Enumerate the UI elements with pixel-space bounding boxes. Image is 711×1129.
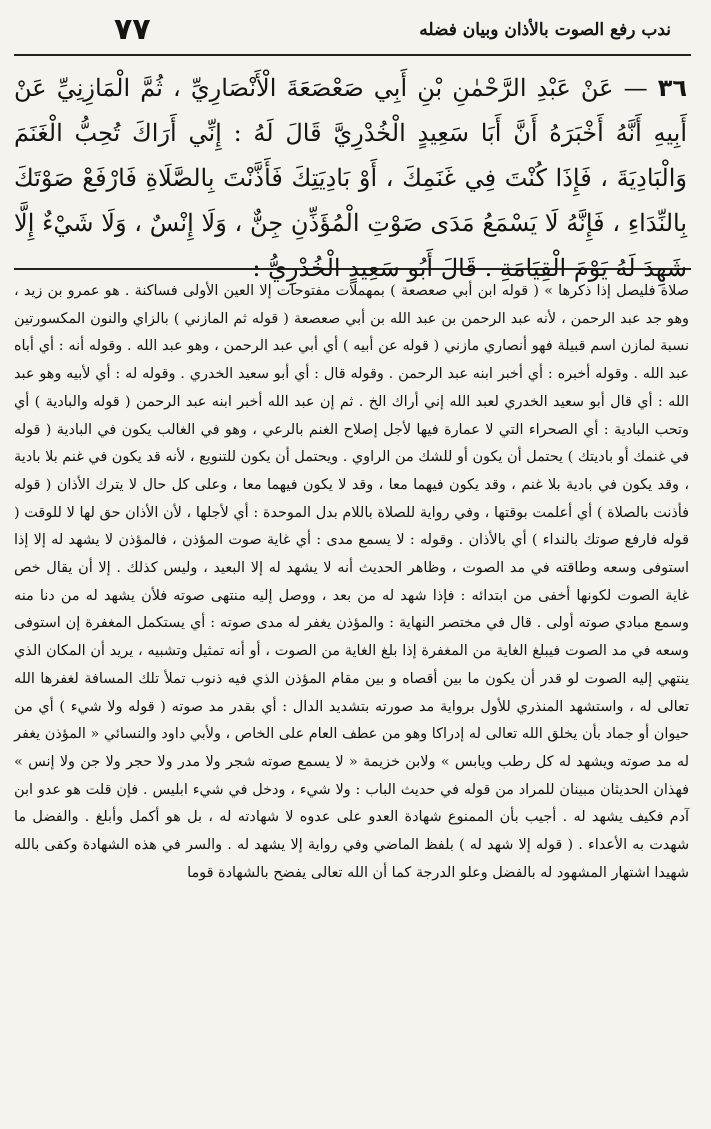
hadith-dash: — (623, 74, 648, 102)
hadith-text-block (14, 66, 691, 282)
page-number: ٧٧ (114, 12, 151, 47)
commentary-block (14, 278, 691, 1128)
commentary-body: صلاة فليصل إذا ذكرها » ( قوله ابن أبي صعصعة ) بمهملات مفتوحات إلا العين الأولى فساكنة . هو عمرو بن زيد ، وهو جد عبد الرحمن ، لأنه عبد الرحمن بن عبد الله بن أبي صعصعة ( قوله ثم المازني ) بالزاي والنون المكسورتين نسبة لمازن اسم قبيلة فهو أنصاري مازني ( قوله عن أبيه ) أي أبي عبد الرحمن ، وهو عبد الله . وقوله أنه : أي أباه عبد الله . وقوله أخبره : أي أخبر ابنه عبد الرحمن . وقوله قال : أي أبو سعيد الخدري . وقوله له : أي لأبيه وهو عبد الله : أي قال أبو سعيد الخدري لعبد الله إني أراك الخ . ثم إن عبد الله أخبر ابنه عبد الرحمن ( قوله والبادية ) أي وتحب البادية : أي الصحراء التي لا عمارة فيها لأجل إصلاح الغنم بالرعي ، وهو في الغالب يكون في البادية ( قوله في غنمك أو باديتك ) يحتمل أن يكون أو للشك من الراوي . ويحتمل أن يكون للتنويع ، لأنه قد يكون في غنم بلا بادية ، وقد يكون في بادية بلا غنم ، وقد يكون فيهما معا ، وقد لا يكون فيهما معا ، وعلى كل حال لا يترك الأذان ( قوله فأذنت بالصلاة ) أي أعلمت بوقتها ، وفي رواية للصلاة باللام بدل الموحدة : أي لأجلها ، لأن الأذان حق لها لا للوقت ( قوله فارفع صوتك بالنداء ) أي بالأذان . وقوله : لا يسمع مدى : أي غاية صوت المؤذن ، فالمؤذن لا يشهد له إلا إذا استوفى وسعه وطاقته في مد الصوت ، وظاهر الحديث أنه لا يشهد له إلا البعيد ، وليس كذلك . إلا أن يقال خص غاية الصوت لكونها أخفى من ابتدائه : فإذا شهد له من بعد ، ووصل إليه منتهى صوته فلأن يشهد له من دنا منه وسمع مبادي صوته أولى . قال في مختصر النهاية : والمؤذن يغفر له مدى صوته : أي يستكمل المغفرة إن استوفى وسعه في مد الصوت فيبلغ الغاية من المغفرة إذا بلغ الغاية من الصوت ، أو أنه تمثيل وتشبيه ، يريد أن المكان الذي ينتهي إليه الصوت لو قدر أن يكون ما بين أقصاه و بين مقام المؤذن الذي فيه ذنوب تملأ تلك المسافة لغفرها الله تعالى له ، واستشهد المنذري للأول برواية مد صورته بتشديد الدال : أي بقدر مد صوته ( قوله ولا شيء ) أي من حيوان أو جماد بأن يخلق الله تعالى له إدراكا وهو من عطف العام على الخاص ، ولأبي داود والنسائي « المؤذن يغفر له مد صوته ويشهد له كل رطب ويابس » ولابن خزيمة « لا يسمع صوته شجر ولا مدر ولا حجر ولا جن ولا إنس » فهذان الحديثان مبينان للمراد من قوله في حديث الباب : ولا شيء ، ودخل في شيء ابليس . فإن قلت هو عدو ابن آدم فكيف يشهد له . أجيب بأن الممنوع شهادة العدو على عدوه لا شهادته له ، بل هو أكمل وأبلغ . والفضل ما شهدت به الأعداء . ( قوله إلا شهد له ) بلفظ الماضي وفي رواية إلا يشهد له . والسر في هذه الشهادة وكفى بالله شهيدا اشتهار المشهود له بالفضل وعلو الدرجة كما أن الله تعالى يفضح بالشهادة قوما (14, 283, 690, 881)
page-header (14, 10, 691, 56)
hadith-number: ٣٦ (657, 74, 687, 102)
running-title: ندب رفع الصوت بالأذان وبيان فضله (419, 20, 671, 40)
hadith-body: عَنْ عَبْدِ الرَّحْمٰنِ بْنِ أَبِي صَعْصَعَةَ الْأَنْصَارِيِّ ، ثُمَّ الْمَازِنِيِّ عَنْ أَبِيهِ أَنَّهُ أَخْبَرَهُ أَنَّ أَبَا سَعِيدٍ الْخُدْرِيَّ قَالَ لَهُ : إِنِّي أَرَاكَ تُحِبُّ الْغَنَمَ وَالْبَادِيَةَ ، فَإِذَا كُنْتَ فِي غَنَمِكَ ، أَوْ بَادِيَتِكَ فَأَذَّنْتَ بِالصَّلَاةِ فَارْفَعْ صَوْتَكَ بِالنِّدَاءِ ، فَإِنَّهُ لَا يَسْمَعُ مَدَى صَوْتِ الْمُؤَذِّنِ جِنٌّ ، وَلَا إِنْسٌ ، وَلَا شَيْءٌ إِلَّا شَهِدَ لَهُ يَوْمَ الْقِيَامَةِ . قَالَ أَبُو سَعِيدٍ الْخُدْرِيُّ : (14, 74, 687, 282)
